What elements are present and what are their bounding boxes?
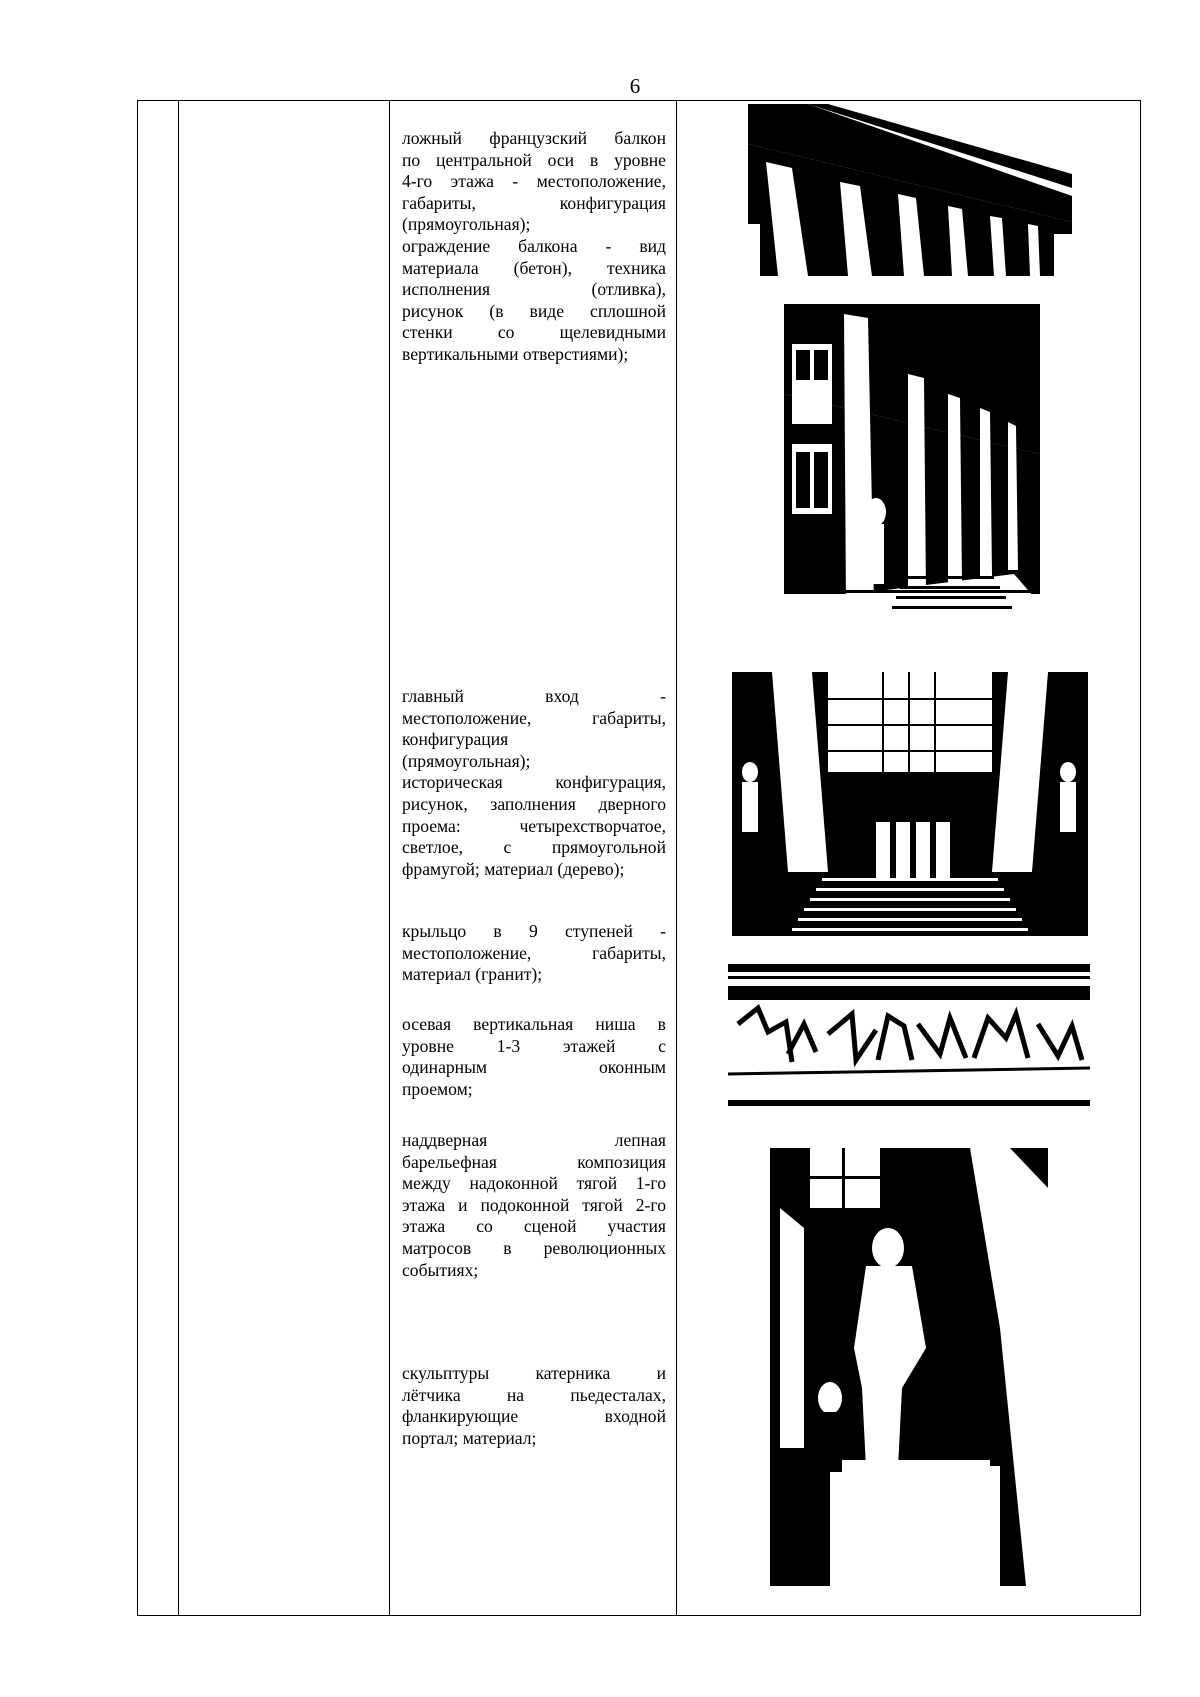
photo-main-entrance (732, 672, 1088, 936)
text-line: барельефная композиция (402, 1151, 666, 1172)
text-line: габариты, конфигурация (402, 192, 666, 213)
description-niche (402, 1014, 666, 1100)
text-line: проемом; (402, 1078, 473, 1099)
text-line: главный вход - (402, 686, 666, 706)
text-line: исполнения (отливка), (402, 279, 666, 300)
text-line: (прямоугольная); (402, 750, 531, 771)
text-line: событиях; (402, 1259, 479, 1280)
description-porch (402, 921, 666, 986)
text-line: лётчика на пьедесталах, (402, 1384, 666, 1405)
text-line: материала (бетон), техника (402, 257, 666, 278)
text-line: материал (гранит); (402, 964, 543, 985)
text-line: уровне 1-3 этажей с (402, 1035, 666, 1056)
text-line: вертикальными отверстиями); (402, 343, 629, 364)
text-line: рисунок, заполнения дверного (402, 793, 666, 814)
text-line: местоположение, габариты, (402, 942, 666, 963)
text-line: стенки со щелевидными (402, 322, 666, 343)
text-line: по центральной оси в уровне (402, 149, 666, 170)
column-divider-2 (389, 100, 390, 1616)
text-line: этажа со сценой участия (402, 1216, 666, 1237)
text-line: портал; материал; (402, 1427, 537, 1448)
text-line: конфигурация (402, 729, 509, 750)
photo-cornice-balcony (748, 104, 1072, 276)
text-line: светлое, с прямоугольной (402, 837, 666, 858)
description-bas-relief (402, 1130, 666, 1281)
photo-bas-relief (728, 964, 1090, 1114)
text-line: фланкирующие входной (402, 1406, 666, 1427)
text-line: (прямоугольная); (402, 214, 531, 235)
photo-colonnade-facade (784, 304, 1040, 644)
text-line: историческая конфигурация, (402, 772, 666, 793)
description-sculptures (402, 1363, 666, 1449)
text-line: наддверная лепная (402, 1130, 666, 1150)
text-line: матросов в революционных (402, 1237, 666, 1258)
text-line: крыльцо в 9 ступеней - (402, 921, 666, 941)
text-line: рисунок (в виде сплошной (402, 300, 666, 321)
text-line: одинарным оконным (402, 1057, 666, 1078)
text-line: скульптуры катерника и (402, 1363, 666, 1383)
description-balcony (402, 128, 666, 366)
text-line: местоположение, габариты, (402, 707, 666, 728)
text-line: между надоконной тягой 1-го (402, 1173, 666, 1194)
text-line: 4-го этажа - местоположение, (402, 171, 666, 192)
text-line: этажа и подоконной тягой 2-го (402, 1194, 666, 1215)
text-line: фрамугой; материал (дерево); (402, 858, 625, 879)
column-divider-3 (676, 100, 677, 1616)
text-line: осевая вертикальная ниша в (402, 1014, 666, 1034)
text-line: проема: четырехстворчатое, (402, 815, 666, 836)
text-line: ограждение балкона - вид (402, 235, 666, 256)
description-main-entrance (402, 686, 666, 880)
page-number: 6 (629, 74, 641, 98)
text-line: ложный французский балкон (402, 128, 666, 148)
column-divider-1 (178, 100, 179, 1616)
photo-sculpture (770, 1148, 1048, 1586)
